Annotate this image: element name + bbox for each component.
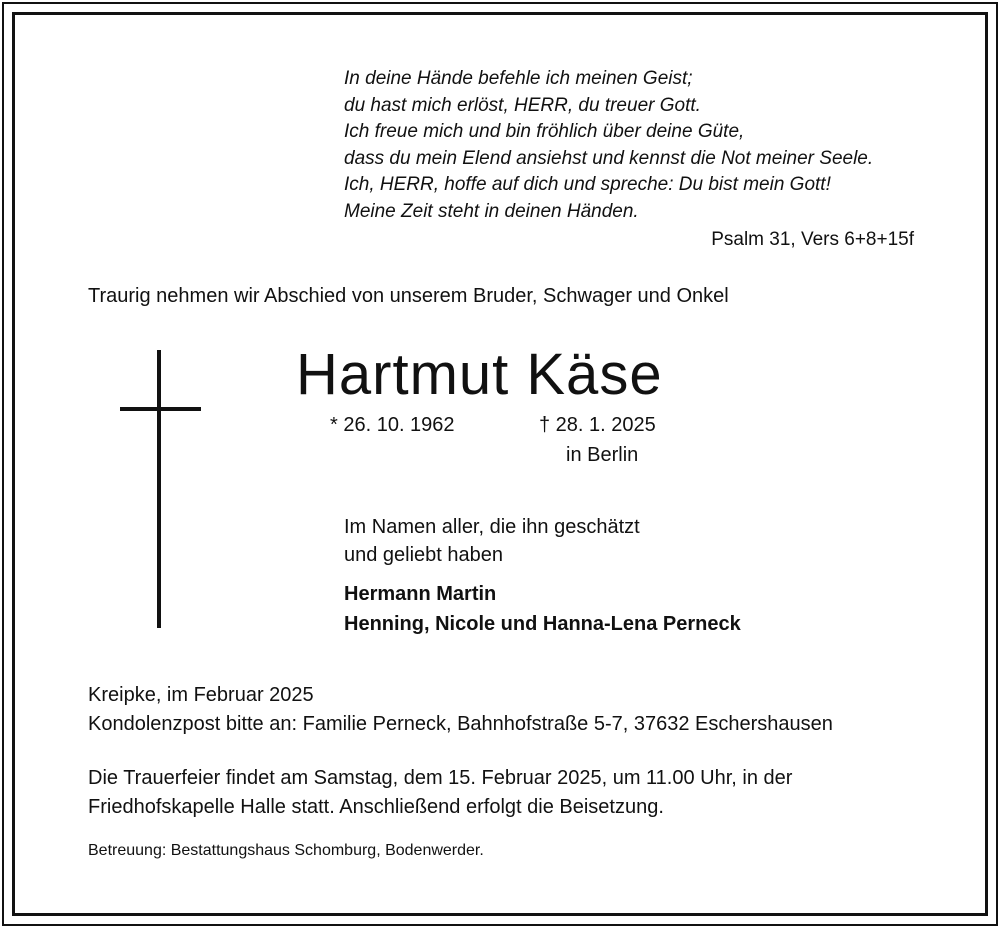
psalm-line: In deine Hände befehle ich meinen Geist; <box>344 68 693 89</box>
place-date: Kreipke, im Februar 2025 <box>88 684 314 706</box>
mourners-names <box>344 579 741 639</box>
cross-icon-horizontal-bar <box>120 407 201 411</box>
psalm-reference: Psalm 31, Vers 6+8+15f <box>711 229 914 250</box>
mourners-intro-line: Im Namen aller, die ihn geschätzt <box>344 516 640 538</box>
psalm-line: du hast mich erlöst, HERR, du treuer Gott. <box>344 94 701 116</box>
death-place: in Berlin <box>566 444 639 466</box>
mourner-name: Henning, Nicole und Hanna-Lena Perneck <box>344 613 741 635</box>
location-block <box>88 681 833 739</box>
condolence-address: Kondolenzpost bitte an: Familie Perneck, Bahnhofstraße 5-7, 37632 Eschershausen <box>88 713 833 735</box>
mourners-intro <box>344 513 640 569</box>
psalm-quote <box>344 66 873 225</box>
ceremony-info <box>88 764 792 822</box>
cross-icon-vertical-bar <box>157 350 161 628</box>
intro-text: Traurig nehmen wir Abschied von unserem Bruder, Schwager und Onkel <box>88 285 729 307</box>
psalm-line: Ich, HERR, hoffe auf dich und spreche: Du bist mein Gott! <box>344 174 831 195</box>
psalm-line: Ich freue mich und bin fröhlich über deine Güte, <box>344 121 745 142</box>
ceremony-line: Die Trauerfeier findet am Samstag, dem 15. Februar 2025, um 11.00 Uhr, in der <box>88 767 793 789</box>
birth-date: * 26. 10. 1962 <box>330 414 455 436</box>
psalm-line: dass du mein Elend ansiehst und kennst die Not meiner Seele. <box>344 147 874 169</box>
psalm-line: Meine Zeit steht in deinen Händen. <box>344 200 639 222</box>
deceased-name: Hartmut Käse <box>296 342 663 407</box>
death-date: † 28. 1. 2025 <box>539 414 656 436</box>
ceremony-line: Friedhofskapelle Halle statt. Anschließend erfolgt die Beisetzung. <box>88 796 664 818</box>
mourners-intro-line: und geliebt haben <box>344 544 504 566</box>
funeral-home-note: Betreuung: Bestattungshaus Schomburg, Bodenwerder. <box>88 842 484 859</box>
mourner-name: Hermann Martin <box>344 583 497 605</box>
